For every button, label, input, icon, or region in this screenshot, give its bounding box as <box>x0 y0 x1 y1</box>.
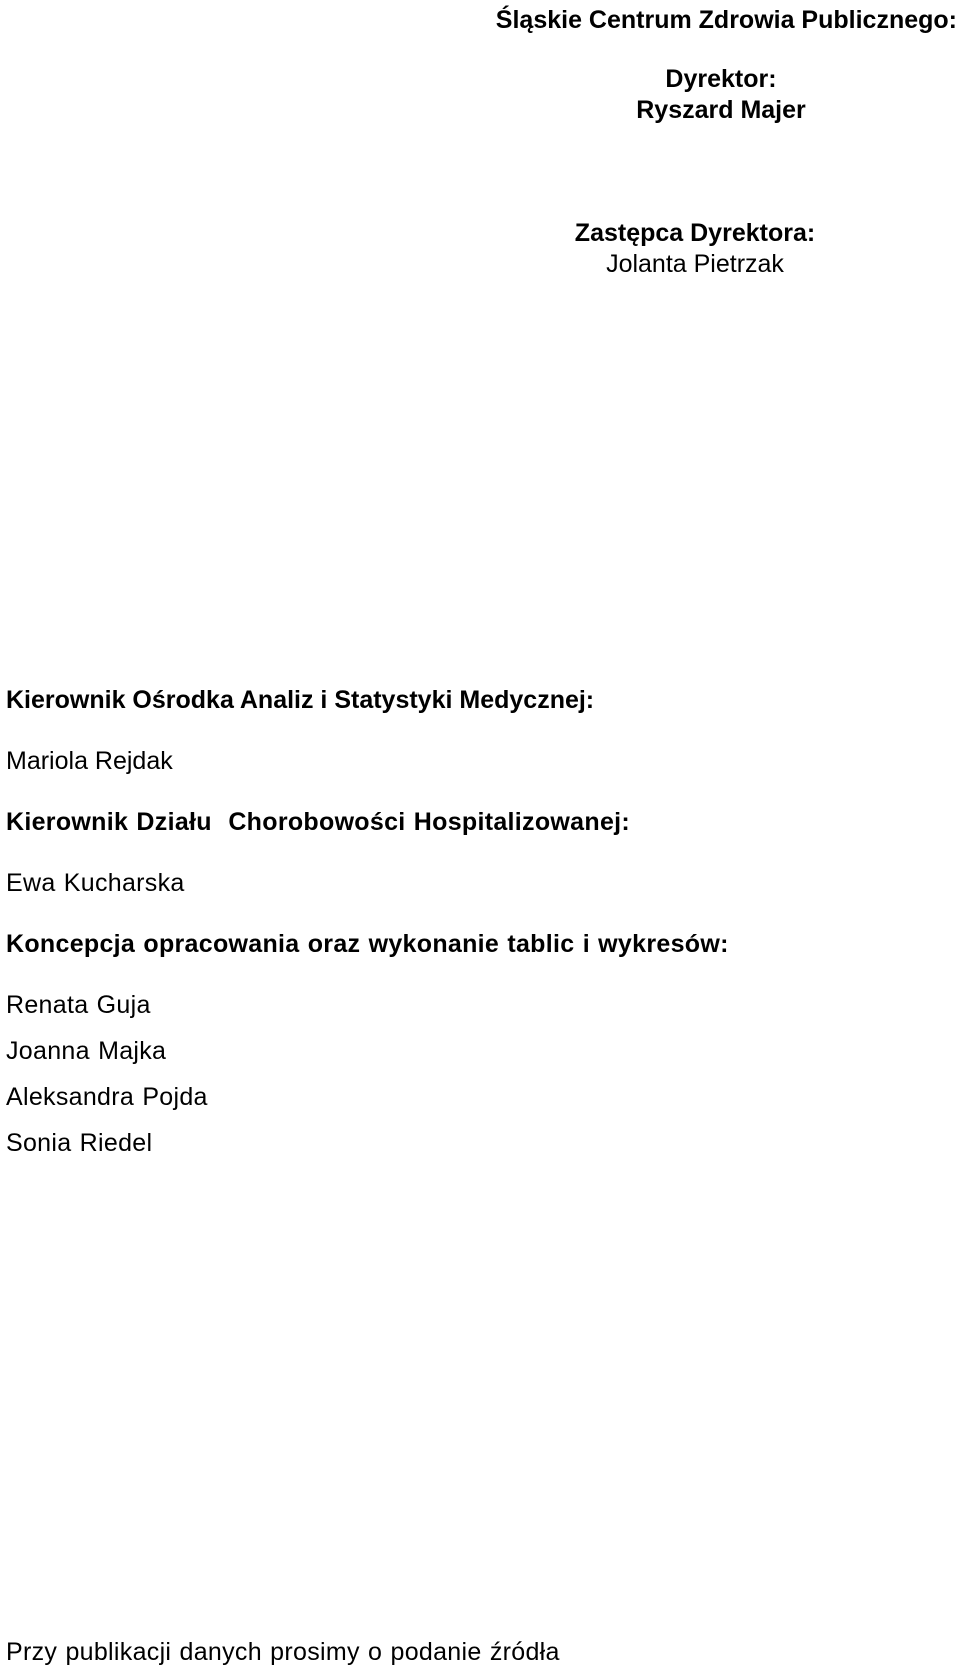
author-name: Joanna Majka <box>6 1037 167 1065</box>
source-citation-note: Przy publikacji danych prosimy o podanie źródła <box>6 1638 560 1666</box>
analysis-center-head-label: Kierownik Ośrodka Analiz i Statystyki Medycznej: <box>6 686 595 714</box>
deputy-director-block <box>545 218 845 280</box>
analysis-center-head-name: Mariola Rejdak <box>6 747 173 775</box>
department-head-name: Ewa Kucharska <box>6 869 185 897</box>
author-name: Sonia Riedel <box>6 1129 153 1157</box>
deputy-director-name: Jolanta Pietrzak <box>606 250 784 278</box>
author-name: Renata Guja <box>6 991 151 1019</box>
director-name: Ryszard Majer <box>636 96 806 124</box>
director-label: Dyrektor: <box>665 65 777 93</box>
deputy-director-label: Zastępca Dyrektora: <box>574 219 816 247</box>
director-block <box>621 64 821 126</box>
department-head-label: Kierownik Działu Chorobowości Hospitalizowanej: <box>6 808 631 836</box>
institution-name: Śląskie Centrum Zdrowia Publicznego: <box>495 6 957 34</box>
concept-label: Koncepcja opracowania oraz wykonanie tablic i wykresów: <box>6 930 729 958</box>
author-name: Aleksandra Pojda <box>6 1083 208 1111</box>
